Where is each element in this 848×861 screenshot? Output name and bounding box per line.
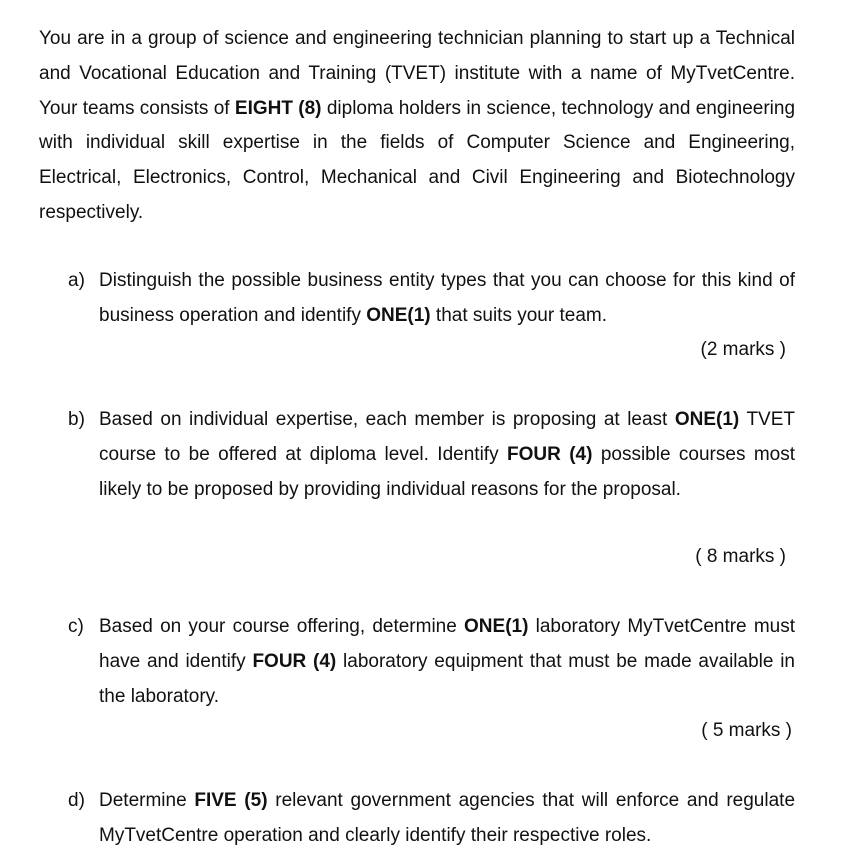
question-a-marks: (2 marks ): [700, 339, 786, 360]
question-a-text: [99, 264, 795, 334]
question-d-text: [99, 784, 795, 854]
question-b-text-2: TVET course to be offered at diploma level. Identify: [99, 409, 796, 465]
question-b-label: b): [68, 409, 85, 430]
question-b: [68, 403, 795, 507]
question-c-text-2: laboratory MyTvetCentre must have and identify: [99, 616, 795, 672]
intro-text-1: You are in a group of science and engineering technician planning to start up a Technical and Vocational Education and Training (TVET) institute with a name of MyTvetCentre. Your teams consists of: [39, 28, 795, 119]
question-d-bold-1: FIVE (5): [194, 790, 268, 811]
question-b-text: [99, 403, 795, 507]
question-d-text-1: Determine: [99, 790, 195, 811]
question-c: [68, 610, 795, 714]
question-c-marks: ( 5 marks ): [701, 720, 792, 741]
question-c-text-1: Based on your course offering, determine: [99, 616, 465, 637]
question-c-text: [99, 610, 795, 714]
question-b-marks: ( 8 marks ): [695, 546, 786, 567]
question-a-bold-1: ONE(1): [366, 304, 431, 326]
question-a-label: a): [68, 270, 85, 291]
question-a-text-1: Distinguish the possible business entity types that you can choose for this kind of business operation and identify: [99, 270, 795, 326]
question-d: [68, 784, 795, 854]
question-b-bold-2: FOUR (4): [506, 443, 593, 465]
question-c-bold-1: ONE(1): [464, 616, 529, 637]
intro-text-2: diploma holders in science, technology and engineering with individual skill expertise in the fields of Computer Science and Engineering, Electrical, Electronics, Control, Mechanical and Civil Engineering and Biotechnology respectively.: [39, 97, 796, 223]
question-c-label: c): [68, 616, 84, 637]
question-c-bold-2: FOUR (4): [252, 650, 337, 672]
question-b-text-1: Based on individual expertise, each member is proposing at least: [99, 409, 675, 430]
question-d-text-2: relevant government agencies that will enforce and regulate MyTvetCentre operation and clearly identify their respective roles.: [99, 790, 796, 846]
intro-paragraph: [39, 22, 795, 231]
question-b-bold-1: ONE(1): [674, 409, 740, 430]
question-a: [68, 264, 795, 334]
question-a-text-2: that suits your team.: [430, 304, 607, 326]
intro-bold-1: EIGHT (8): [234, 97, 322, 119]
question-b-text-3: possible courses most likely to be proposed by providing individual reasons for the proposal.: [99, 443, 796, 500]
question-c-text-3: laboratory equipment that must be made available in the laboratory.: [99, 650, 795, 707]
question-d-label: d): [68, 790, 85, 811]
